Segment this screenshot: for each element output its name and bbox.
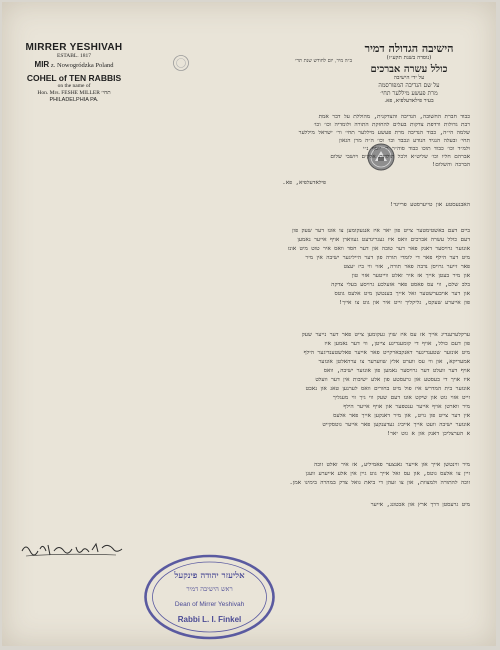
cohel-title-en: COHEL of TEN RABBIS	[26, 73, 122, 83]
city-line	[18, 60, 130, 69]
name-of-label: on the name of	[57, 83, 91, 89]
salutation-line: שלמה הי״ה, כבוד הנדיבה מרת פעשע מיללער תחי׳ ור׳ ישראל מיללער	[298, 130, 470, 136]
established-year: ESTABL. 1817	[56, 53, 92, 59]
paragraph1-line: דעם כולל עשרה אברכים וואס איז געגרינדעט געווארן אויף אייער נאמען	[297, 237, 470, 243]
closing-line: מיט גרעסטן דרך ארץ און אכטונג, אייער	[370, 502, 470, 508]
paragraph1-line: פאר זייער גרויסן נדבה פאר תורה, אזוי ווי ביז יעצט	[343, 264, 470, 270]
paragraph1-line: אונזער גרויסער דאנק פאר דער טובה און דער חסד וואס איר טוט מיט אונז	[287, 246, 470, 252]
paragraph2-line: אונזער ישיבה וועט אייך אייביג געדענקען פאר אייער גוטסקייט	[322, 422, 470, 428]
handwritten-signature	[18, 537, 128, 561]
salutation-line: הברכה והשלום!	[431, 162, 470, 168]
letterhead-english	[18, 42, 130, 103]
dean-oval-stamp	[142, 552, 277, 642]
honoree-suffix: תחי׳	[101, 90, 111, 96]
paragraph2-line: מיר ווארטן אויף אייער ענטפער און אויף אייער הילף	[343, 404, 470, 410]
paragraph2-line: א הערצליכן דאנק און א גוט יאר!	[386, 431, 470, 437]
letter-page	[2, 2, 496, 646]
lady-he: מרת פעשע מיללער תחי׳	[380, 90, 438, 97]
paragraph1-line: בלב שלם, ווי עס פאסט פאר אזעלכע גרויסע בעלי צדקה	[331, 282, 470, 288]
founded-he: (נוסדה בשנת תקע״ז)	[386, 55, 432, 61]
named-he: על שם הנדיבה המפורסמה	[378, 82, 440, 89]
date-line: ב״ה מיר, יום לחודש שנת תר״	[294, 58, 352, 64]
paragraph2-line: מיט אונזער שטענדיגער דאנקבארקייט פאר אייער פאלשטענדיגער הילף	[303, 350, 470, 356]
yeshivah-name-en: MIRRER YESHIVAH	[25, 42, 123, 53]
paragraph2-line: פון דעם כולל, אויף די קומענדיגע צייטן, ווי דער נאמען איז	[324, 341, 470, 347]
paragraph3-line: זיין צו אלעס גוטס, און עס זאל אייך גוט גיין אין אלע אייערע וועגן	[305, 471, 470, 477]
salutation-line: תחי׳ ובעלה הנגיד הנודע ונכבד וכו׳ וכו׳ ה״ה מרן הגאון	[339, 138, 470, 144]
paragraph1-line: און דער אויבערשטער זאל אייך בענטשן מיט אלעס גוטס	[334, 291, 470, 297]
by-yeshivah-he: על ידי הישיבה	[393, 75, 425, 81]
city-region: z. Nowogródzka Poland	[50, 62, 114, 69]
paragraph2-line: אונזער בית המדרש איז פול מיט בחורים וואס לערנען טאג און נאכט	[305, 386, 470, 392]
salutation-line: כבוד חברת החשובה, הנדיבה והצדקנית, מהוללת על דבר אמת	[318, 114, 470, 120]
paragraph1-line: מיט דער הילף פאר די לומדי תורה פון דער הייליגער ישיבה אין מיר	[305, 255, 470, 261]
philadelphia-line: PHILADELPHIA PA.	[49, 97, 99, 103]
city-he: בעיר פילאדעלפיא, פא.	[384, 98, 434, 104]
paragraph1-line: ביים דעם באשטימטער צייט פון יאר איז אנגעקומען צו אונז דער שעק פון	[292, 228, 470, 234]
paragraph2-line: ערקלערענדיג אייך אז עס איז שוין געקומען צייט פאר דער נייער שעק	[301, 332, 470, 338]
greeting: האבנעסטע און טייערסטע פריינד!	[389, 202, 470, 208]
honoree-line	[18, 90, 130, 97]
letterhead-hebrew	[334, 42, 484, 105]
paragraph1-line: און מיר בעטן אייך אז איר זאלט ווייטער אזוי טון	[351, 273, 470, 279]
stamp-en-title: Dean of Mirrer Yeshivah	[174, 601, 245, 608]
honoree-name: Hon. Mrs. FESHE MILLER	[37, 90, 100, 96]
watermark-seal-icon	[172, 54, 190, 72]
salutation-line: אברהם חליו וכו׳ שליט״א ולכל תולדות אלקים ויושבי שלום	[330, 154, 470, 160]
cohel-title-he: כולל עשרה אברכים	[370, 64, 448, 75]
paragraph2-line: איז אויך די בעסטע און גרעסטע פון אלע ישיבות אין דער וועלט	[315, 377, 470, 383]
paragraph1-line: פון אייערע שעקס, גליקליך זייט איר און גוט צו אייך!	[338, 300, 470, 306]
stamp-he-name: אליעזר יהודה פינקעל	[174, 571, 245, 581]
paragraph2-line: אויף דער וועלט דער גרויסער נאמען פון אונזער ישיבה, וואס	[323, 368, 470, 374]
salutation-line: רבת גדולות ורדפת צדקות בעלים להחזקת התורה ולומדיה וכו׳ וכו׳	[313, 122, 470, 128]
stamp-he-title: ראש הישיבה דמיר	[186, 585, 233, 593]
paragraph3-line: זוכה להתורה ולמצוות, און צו זעהן די ביאת גואל צדק במהרה בימינו אמן.	[289, 480, 470, 486]
city-mir: MIR	[34, 60, 50, 69]
paragraph2-line: אמעריקא, און ווי עס ווערט אלץ שווערער צו ערהאלטן אונזער	[318, 359, 470, 365]
yeshivah-name-he: הישיבה הגדולה דמיר	[364, 42, 454, 55]
city-date-line: פילאדעלפיא, פא.	[282, 180, 326, 186]
paragraph2-line: אין דער צייט פון נויט, און מיר דאנקען אייך פאר אלעס	[333, 413, 470, 419]
salutation-line: ולמ״ד וכו׳ כבוד תוכו כבוד סוה״ר ר׳ יוסף נ״י	[362, 146, 470, 152]
stamp-en-name: Rabbi L. I. Finkel	[177, 615, 242, 624]
paragraph3-line: מיר ווינטשן אייך און אייער גאנצער פאמיליע, אז איר זאלט זוכה	[313, 462, 470, 468]
paragraph2-line: זייט אזוי גוט און שיקט אונז דעם שעק ווי גיך ווי מעגליך	[332, 395, 470, 401]
